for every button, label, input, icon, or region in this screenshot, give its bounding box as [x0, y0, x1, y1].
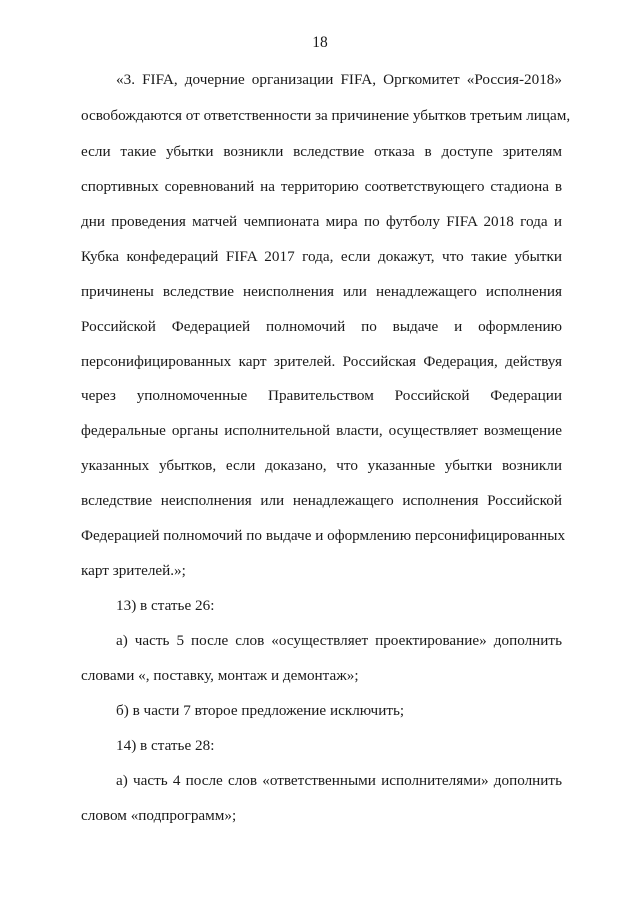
text-line: «3. FIFA, дочерние организации FIFA, Оргкомитет «Россия-2018»	[116, 71, 562, 88]
text-line: Российской Федерацией полномочий по выдаче и оформлению	[81, 318, 562, 335]
text-line: Кубка конфедераций FIFA 2017 года, если докажут, что такие убытки	[81, 248, 562, 265]
text-line: если такие убытки возникли вследствие отказа в доступе зрителям	[81, 143, 562, 160]
text-line: персонифицированных карт зрителей. Российская Федерация, действуя	[81, 353, 562, 370]
text-line: а) часть 4 после слов «ответственными исполнителями» дополнить	[116, 772, 562, 789]
text-line: словом «подпрограмм»;	[81, 807, 237, 824]
text-line: карт зрителей.»;	[81, 562, 186, 579]
text-line: вследствие неисполнения или ненадлежащего исполнения Российской	[81, 492, 562, 509]
text-line: а) часть 5 после слов «осуществляет проектирование» дополнить	[116, 632, 562, 649]
text-line: причинены вследствие неисполнения или ненадлежащего исполнения	[81, 283, 562, 300]
text-line: спортивных соревнований на территорию соответствующего стадиона в	[81, 178, 562, 195]
text-line: указанных убытков, если доказано, что указанные убытки возникли	[81, 457, 562, 474]
text-line: через уполномоченные Правительством Российской Федерации	[81, 387, 562, 404]
text-line: освобождаются от ответственности за причинение убытков третьим лицам,	[81, 107, 571, 124]
text-line: Федерацией полномочий по выдаче и оформлению персонифицированных	[81, 527, 566, 544]
text-line: дни проведения матчей чемпионата мира по футболу FIFA 2018 года и	[81, 213, 562, 230]
text-line: б) в части 7 второе предложение исключить;	[116, 702, 405, 719]
text-line: словами «, поставку, монтаж и демонтаж»;	[81, 667, 359, 684]
page-number: 18	[312, 34, 328, 51]
text-line: 14) в статье 28:	[116, 737, 215, 754]
text-line: федеральные органы исполнительной власти, осуществляет возмещение	[81, 422, 562, 439]
text-line: 13) в статье 26:	[116, 597, 215, 614]
